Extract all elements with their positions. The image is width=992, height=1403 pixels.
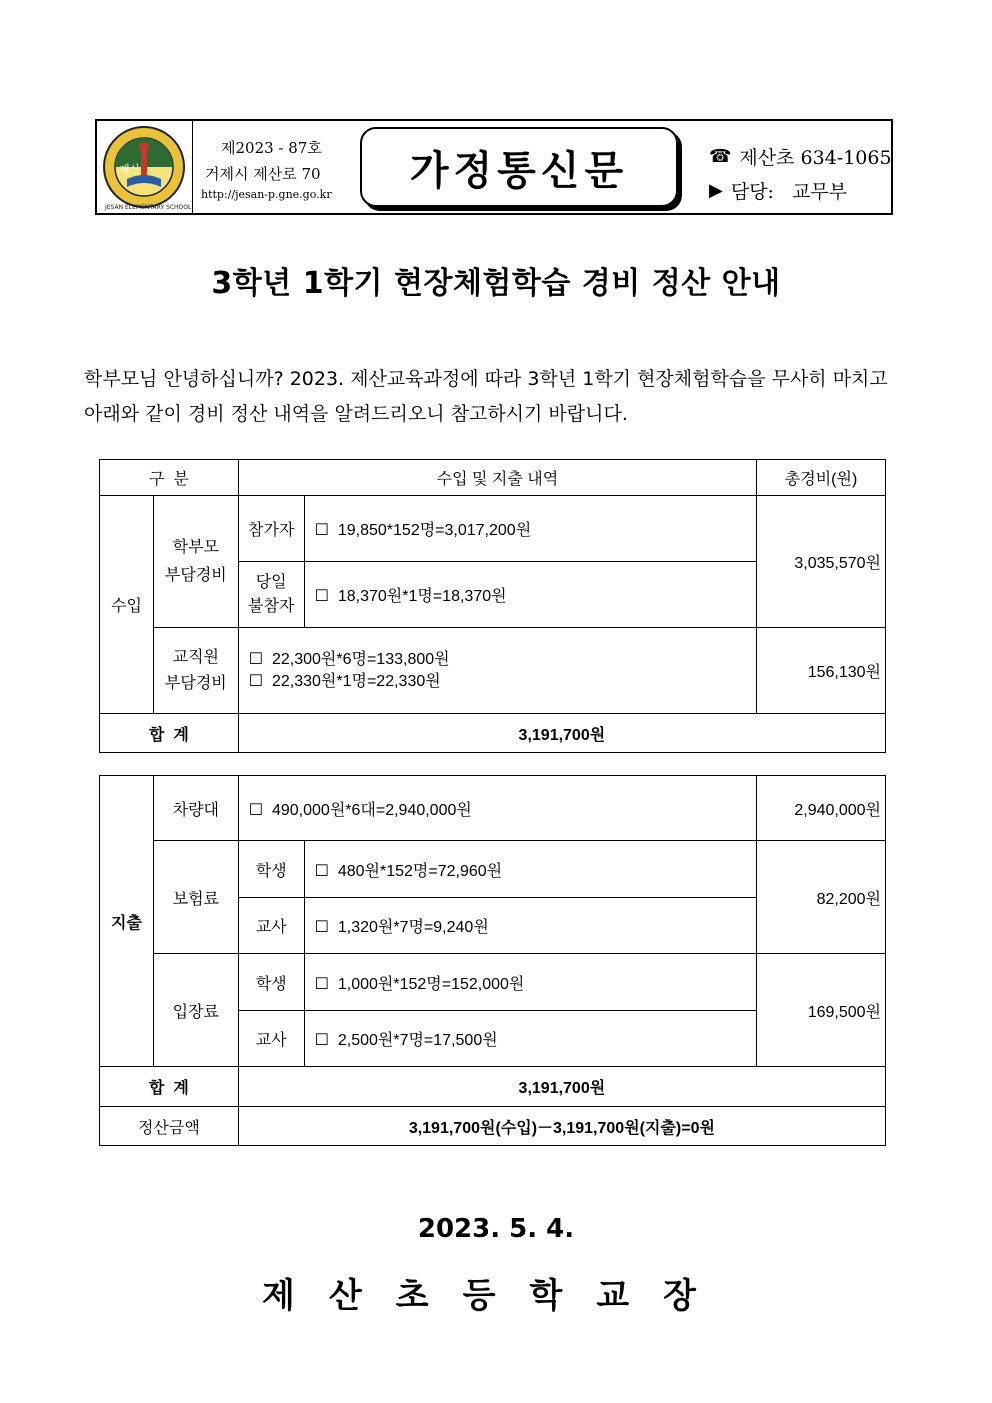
header-detail: 수입 및 지출 내역	[238, 460, 756, 496]
school-address: 거제시 제산로 70	[205, 165, 321, 183]
admission-label: 입장료	[153, 954, 238, 1067]
signer: 제산초등학교장	[262, 1276, 730, 1316]
triangle-right-icon: ▶	[709, 179, 723, 201]
issue-date: 2023. 5. 4.	[417, 1214, 575, 1244]
staff-total: 156,130원	[757, 628, 886, 714]
income-sum-value: 3,191,700원	[238, 714, 885, 753]
insurance-label: 보험료	[153, 841, 238, 954]
insurance-student-label: 학생	[238, 841, 304, 898]
manager: 담당: 교무부	[730, 180, 848, 203]
logo-text: 제산	[119, 163, 141, 176]
parent-total: 3,035,570원	[757, 496, 886, 628]
expense-table	[99, 775, 886, 1146]
income-section-label: 수입	[100, 496, 154, 714]
phone-number: 제산초 634-1065	[739, 146, 892, 169]
parent-burden-label: 학부모 부담경비	[153, 496, 238, 628]
admission-student-label: 학생	[238, 954, 304, 1011]
insurance-teacher-detail: ☐ 1,320원*7명=9,240원	[304, 898, 756, 954]
staff-detail	[238, 628, 756, 714]
participant-detail: ☐ 19,850*152명=3,017,200원	[304, 496, 756, 562]
issue-info	[193, 121, 353, 213]
absentee-label: 당일 불참자	[238, 562, 304, 628]
newsletter-title-box	[360, 127, 678, 207]
school-url[interactable]: http://jesan-p.gne.go.kr	[201, 188, 332, 201]
staff-detail-line: ☐ 22,300원*6명=133,800원	[248, 650, 450, 668]
income-sum-label: 합 계	[100, 714, 239, 753]
contact-info	[709, 139, 892, 207]
newsletter-title: 가정통신문	[409, 146, 629, 194]
insurance-total: 82,200원	[757, 841, 886, 954]
issue-number: 제2023 - 87호	[221, 139, 322, 157]
admission-teacher-label: 교사	[238, 1011, 304, 1067]
intro-paragraph: 학부모님 안녕하십니까? 2023. 제산교육과정에 따라 3학년 1학기 현장체험학습을 무사히 마치고 아래와 같이 경비 정산 내역을 알려드리오니 참고하시기 바랍니다.	[84, 368, 888, 425]
absentee-detail: ☐ 18,370원*1명=18,370원	[304, 562, 756, 628]
vehicle-detail: ☐ 490,000원*6대=2,940,000원	[238, 776, 756, 841]
expense-section-label: 지출	[100, 776, 154, 1067]
income-table	[99, 459, 886, 753]
school-emblem-icon	[97, 121, 193, 213]
expense-sum-value: 3,191,700원	[238, 1067, 885, 1107]
staff-detail-line: ☐ 22,330원*1명=22,330원	[248, 672, 441, 690]
newsletter-header	[95, 119, 893, 215]
insurance-teacher-label: 교사	[238, 898, 304, 954]
vehicle-total: 2,940,000원	[757, 776, 886, 841]
vehicle-label: 차량대	[153, 776, 238, 841]
header-category: 구 분	[100, 460, 239, 496]
document-title: 3학년 1학기 현장체험학습 경비 정산 안내	[211, 266, 781, 301]
admission-teacher-detail: ☐ 2,500원*7명=17,500원	[304, 1011, 756, 1067]
insurance-student-detail: ☐ 480원*152명=72,960원	[304, 841, 756, 898]
settlement-label: 정산금액	[100, 1107, 239, 1146]
header-total: 총경비(원)	[757, 460, 886, 496]
school-logo	[97, 121, 193, 213]
expense-sum-label: 합 계	[100, 1067, 239, 1107]
logo-ring-text: JESAN ELEMENTARY SCHOOL	[105, 204, 192, 211]
participant-label: 참가자	[238, 496, 304, 562]
admission-student-detail: ☐ 1,000원*152명=152,000원	[304, 954, 756, 1011]
admission-total: 169,500원	[757, 954, 886, 1067]
staff-burden-label: 교직원 부담경비	[153, 628, 238, 714]
settlement-value: 3,191,700원(수입)－3,191,700원(지출)=0원	[238, 1107, 885, 1146]
telephone-icon: ☎	[709, 145, 732, 167]
